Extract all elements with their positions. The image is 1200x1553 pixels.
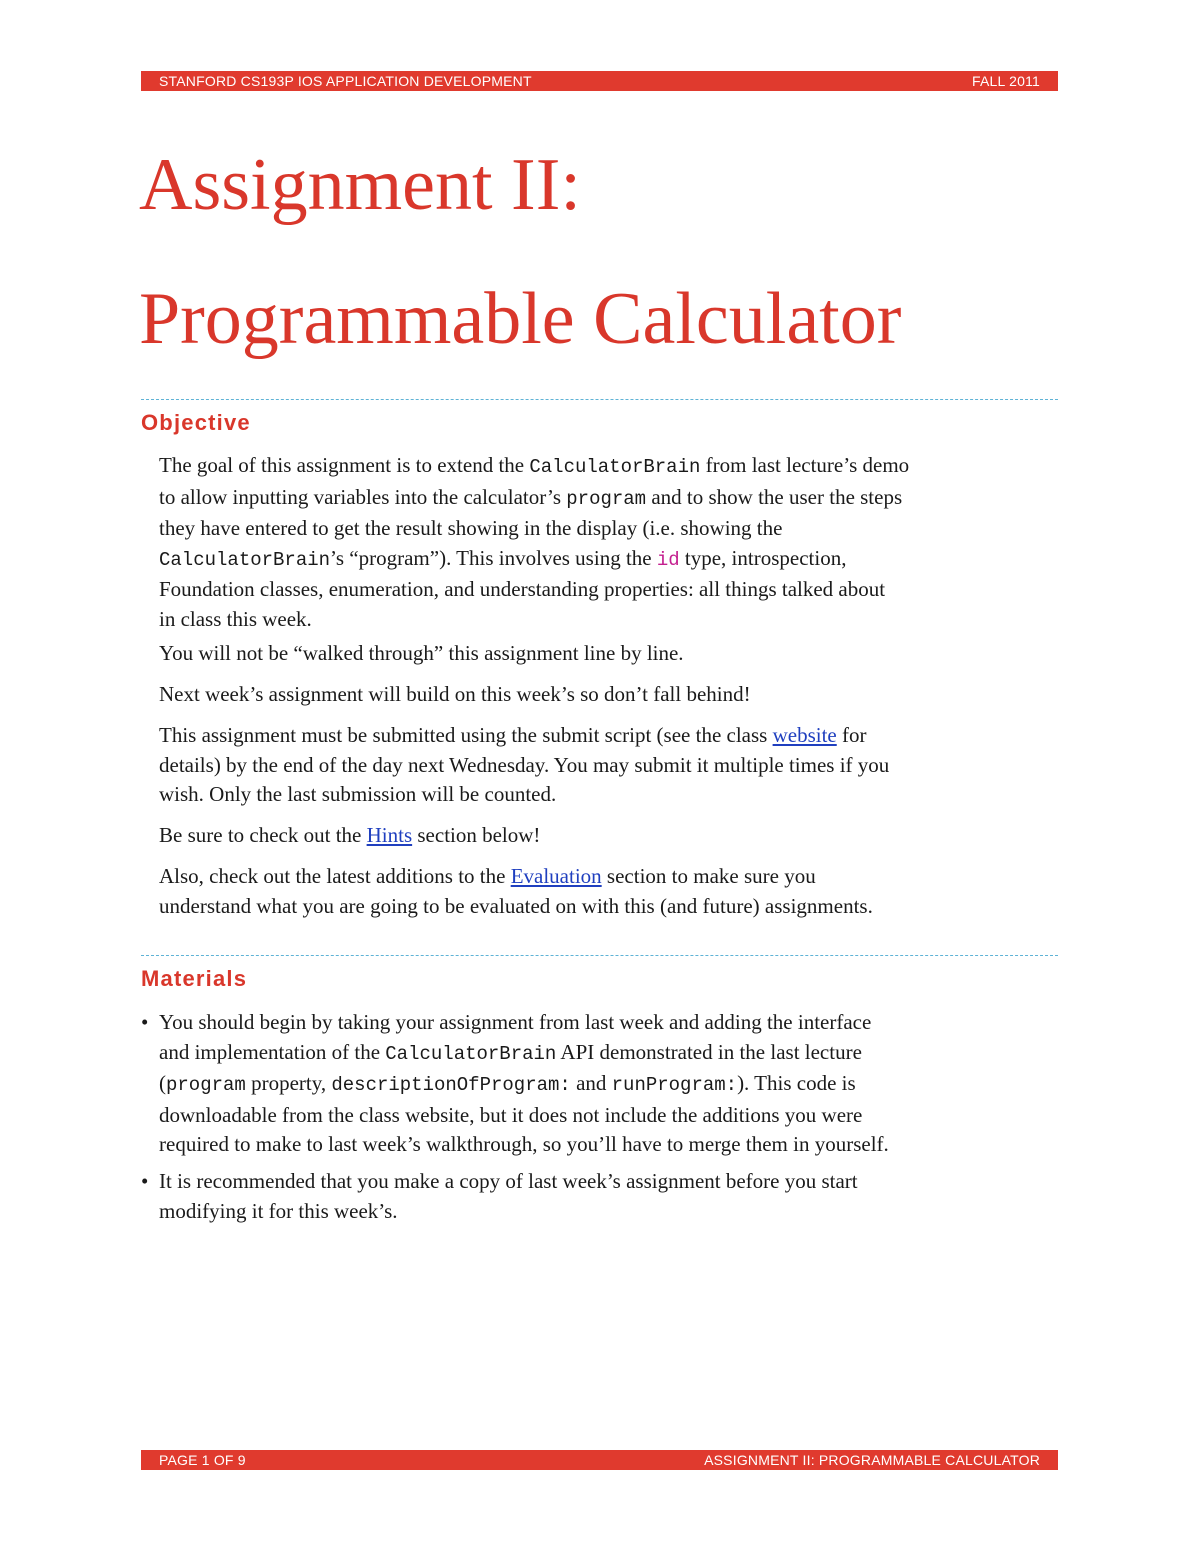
title-line-1: Assignment II: xyxy=(139,144,581,226)
objective-paragraph-1: The goal of this assignment is to extend the CalculatorBrain from last lecture’s demo to allow inputting variables into the calculator’s program and to show the user the steps they have entered to get the result showing in the display (i.e. showing the CalculatorBrain’s “program”). This involves using the id type, introspection, Foundation classes, enumeration, and understanding properties: all things talked about in class this week. xyxy=(159,453,910,631)
page-footer-bar xyxy=(141,1450,1058,1470)
code-program: program xyxy=(166,1074,246,1096)
bullet-marker: • xyxy=(141,1169,149,1193)
section-divider xyxy=(141,955,1058,956)
course-name: STANFORD CS193P IOS APPLICATION DEVELOPMENT xyxy=(159,73,532,89)
code-id: id xyxy=(656,548,680,571)
footer-title: ASSIGNMENT II: PROGRAMMABLE CALCULATOR xyxy=(704,1452,1040,1468)
materials-bullet-1: You should begin by taking your assignment from last week and adding the interface and implementation of the CalculatorBrain API demonstrated in the last lecture (program property, descriptionOfProgram: and runProgram:). This code is downloadable from the class website, but it does not include the additions you were required to make to last week’s walkthrough, so you’ll have to merge them in yourself. xyxy=(159,1010,889,1156)
code-calculatorbrain: CalculatorBrain xyxy=(159,548,331,571)
page-header-bar xyxy=(141,71,1058,91)
objective-heading: Objective xyxy=(141,410,251,435)
section-divider xyxy=(141,399,1058,400)
hints-link[interactable]: Hints xyxy=(366,823,413,847)
materials-bullet-2: It is recommended that you make a copy of last week’s assignment before you start modifying it for this week’s. xyxy=(159,1169,858,1223)
page-number: PAGE 1 OF 9 xyxy=(159,1452,246,1468)
evaluation-link[interactable]: Evaluation xyxy=(510,864,602,888)
objective-paragraph-2: You will not be “walked through” this assignment line by line. xyxy=(159,641,684,665)
website-link[interactable]: website xyxy=(772,723,837,747)
code-calculatorbrain: CalculatorBrain xyxy=(385,1042,557,1065)
materials-heading: Materials xyxy=(141,966,248,991)
objective-paragraph-3: Next week’s assignment will build on this week’s so don’t fall behind! xyxy=(159,682,751,706)
code-program: program xyxy=(566,487,647,510)
objective-paragraph-5: Be sure to check out the Hints section below! xyxy=(159,823,541,847)
title-line-2: Programmable Calculator xyxy=(139,278,902,360)
code-run-program: runProgram: xyxy=(611,1074,738,1096)
objective-paragraph-4: This assignment must be submitted using the submit script (see the class website for details) by the end of the day next Wednesday. You may submit it multiple times if you wish. Only the last submission will be counted. xyxy=(159,723,890,806)
code-description-of-program: descriptionOfProgram: xyxy=(331,1074,571,1096)
objective-paragraph-6: Also, check out the latest additions to the Evaluation section to make sure you understand what you are going to be evaluated on with this (and future) assignments. xyxy=(159,864,873,918)
bullet-marker: • xyxy=(141,1010,149,1034)
term: FALL 2011 xyxy=(972,73,1040,89)
code-calculatorbrain: CalculatorBrain xyxy=(529,456,701,478)
